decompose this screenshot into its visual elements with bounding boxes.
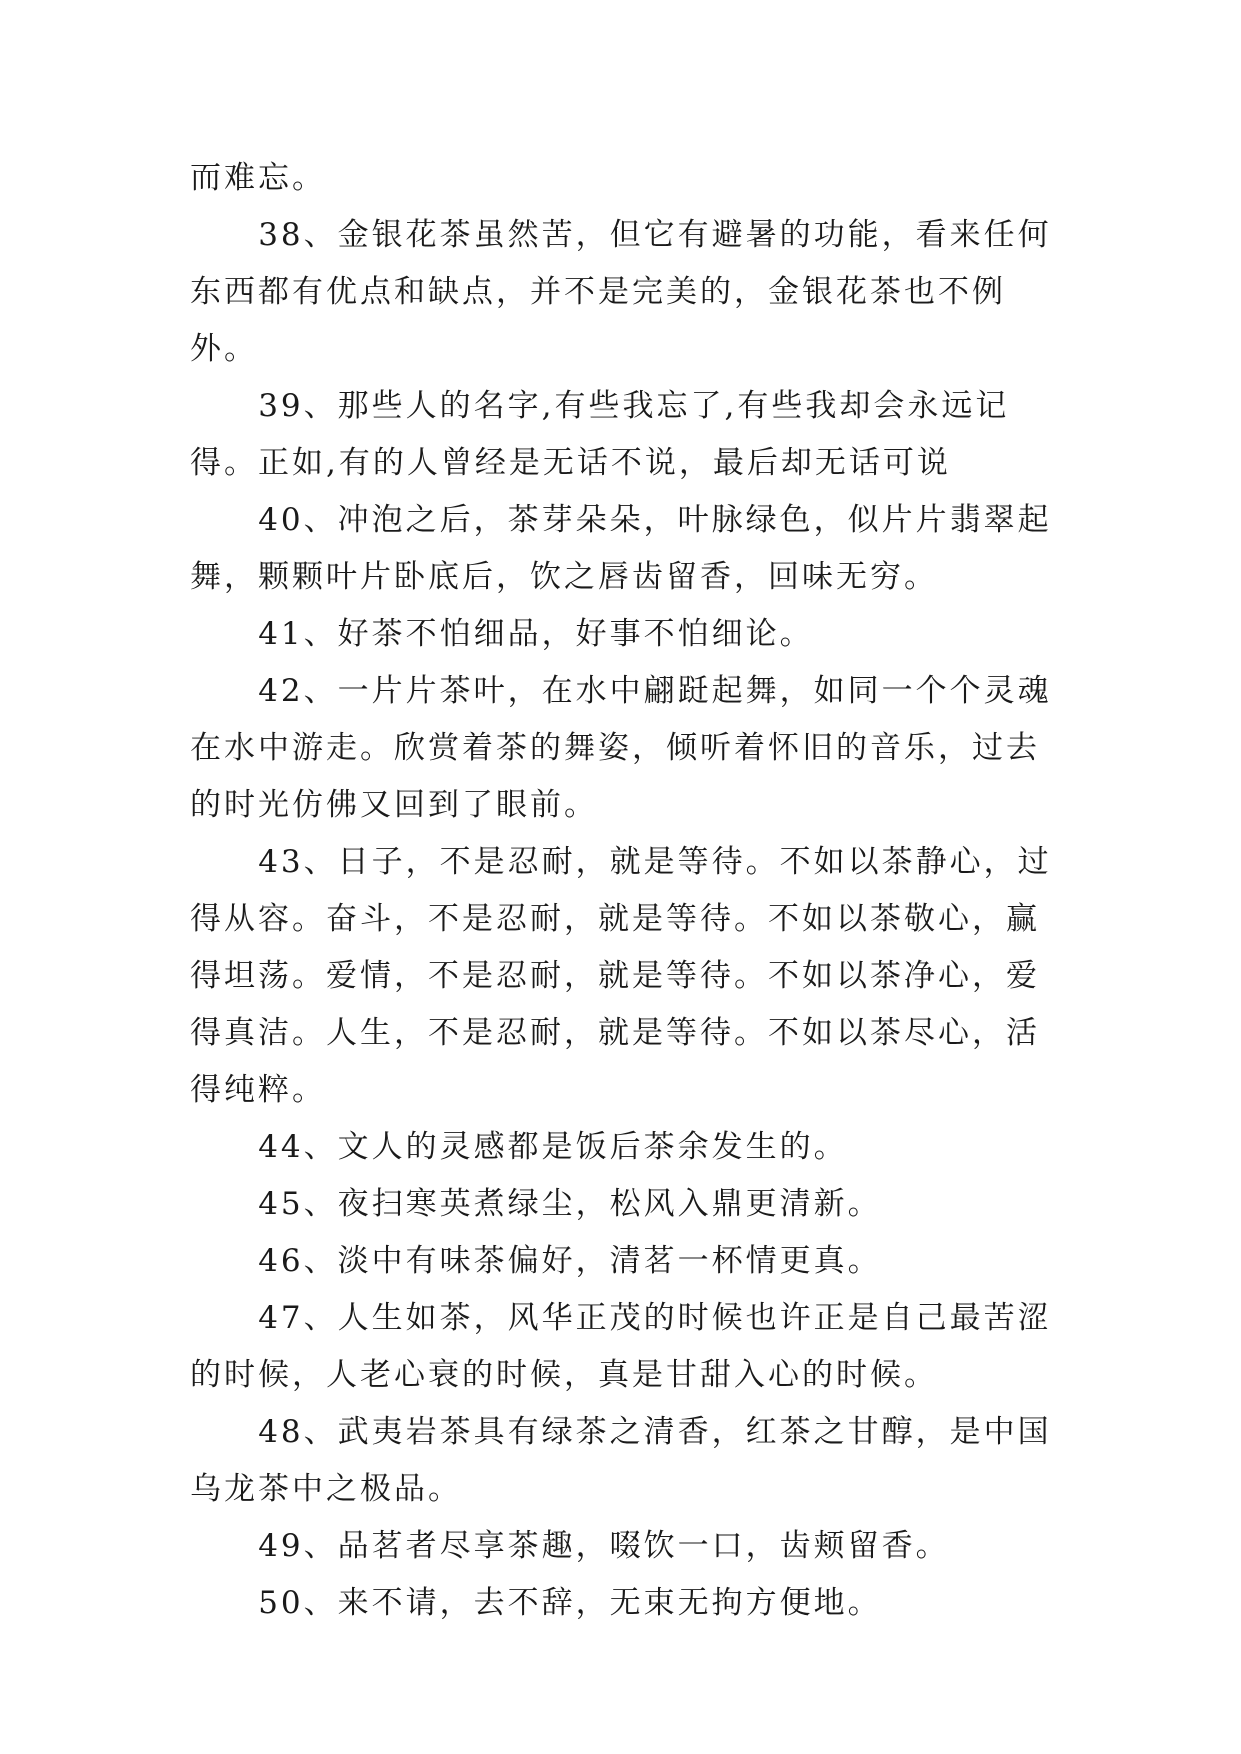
paragraph-43: 43、日子，不是忍耐，就是等待。不如以茶静心，过得从容。奋斗，不是忍耐，就是等待。不如以茶敬心，赢得坦荡。爱情，不是忍耐，就是等待。不如以茶净心，爱得真洁。人生，不是忍耐，就是等待。不如以茶尽心，活得纯粹。 — [190, 844, 1052, 1108]
paragraph-44: 44、文人的灵感都是饭后茶余发生的。 — [258, 1129, 848, 1165]
paragraph-42: 42、一片片茶叶，在水中翩跹起舞，如同一个个灵魂在水中游走。欣赏着茶的舞姿，倾听着怀旧的音乐，过去的时光仿佛又回到了眼前。 — [190, 673, 1052, 823]
paragraph-39: 39、那些人的名字,有些我忘了,有些我却会永远记得。正如,有的人曾经是无话不说，最后却无话可说 — [190, 388, 1010, 481]
paragraph-45: 45、夜扫寒英煮绿尘，松风入鼎更清新。 — [258, 1186, 882, 1222]
paragraph-41: 41、好茶不怕细品，好事不怕细论。 — [258, 616, 814, 652]
paragraph-50: 50、来不请，去不辞，无束无拘方便地。 — [258, 1585, 882, 1621]
paragraph-47: 47、人生如茶，风华正茂的时候也许正是自己最苦涩的时候，人老心衰的时候，真是甘甜入心的时候。 — [190, 1300, 1052, 1393]
paragraph-40: 40、冲泡之后，茶芽朵朵，叶脉绿色，似片片翡翠起舞，颗颗叶片卧底后，饮之唇齿留香，回味无穷。 — [190, 502, 1052, 595]
document-body — [190, 150, 1070, 1632]
paragraph-48: 48、武夷岩茶具有绿茶之清香，红茶之甘醇，是中国乌龙茶中之极品。 — [190, 1414, 1052, 1507]
paragraph-38: 38、金银花茶虽然苦，但它有避暑的功能，看来任何东西都有优点和缺点，并不是完美的，金银花茶也不例外。 — [190, 217, 1052, 367]
paragraph-continuation: 而难忘。 — [190, 160, 326, 196]
paragraph-49: 49、品茗者尽享茶趣，啜饮一口，齿颊留香。 — [258, 1528, 950, 1564]
paragraph-46: 46、淡中有味茶偏好，清茗一杯情更真。 — [258, 1243, 882, 1279]
